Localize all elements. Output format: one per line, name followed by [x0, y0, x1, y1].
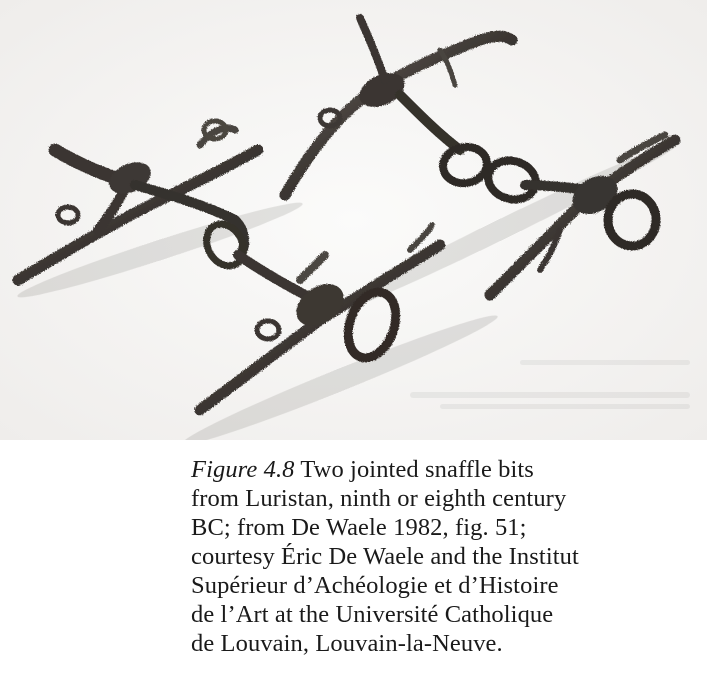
caption-line-2: from Luristan, ninth or eighth century: [191, 485, 567, 512]
caption-line-6: de l’Art at the Université Catholique: [191, 601, 554, 628]
caption-line-4: courtesy Éric De Waele and the Institut: [191, 543, 579, 570]
caption-line-1: [191, 455, 691, 484]
figure-caption: [191, 455, 691, 658]
caption-line-5: Supérieur d’Achéologie et d’Histoire: [191, 572, 559, 599]
figure-label: Figure 4.8: [191, 456, 295, 483]
caption-line-7: de Louvain, Louvain-la-Neuve.: [191, 630, 503, 657]
caption-line-3: BC; from De Waele 1982, fig. 51;: [191, 514, 527, 541]
caption-text-1: Two jointed snaffle bits: [294, 456, 534, 483]
